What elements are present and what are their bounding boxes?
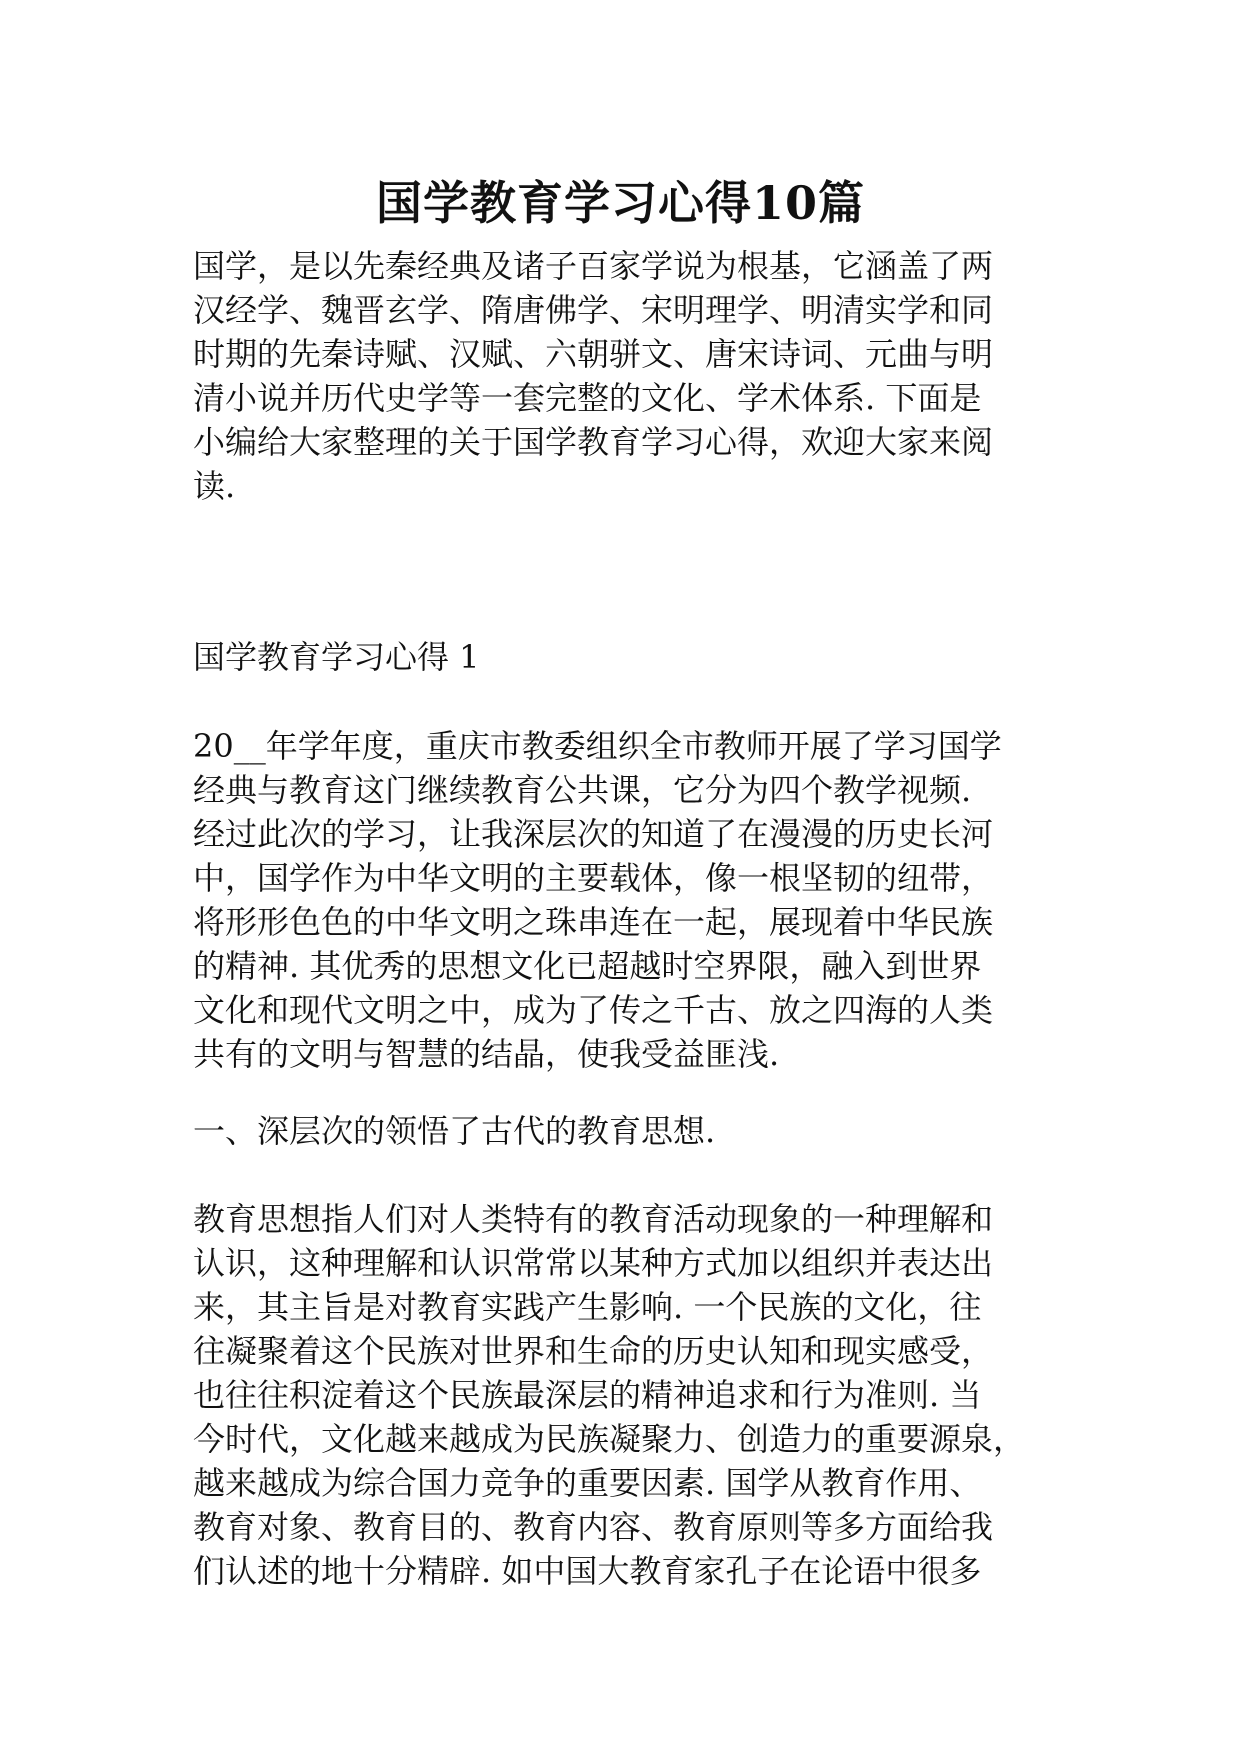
paragraph-line: 经典与教育这门继续教育公共课，它分为四个教学视频. [193,771,972,809]
intro-line: 读. [193,467,236,505]
paragraph-line: 中，国学作为中华文明的主要载体，像一根坚韧的纽带， [193,859,994,897]
paragraph-line: 今时代，文化越来越成为民族凝聚力、创造力的重要源泉， [193,1420,1026,1458]
paragraph-line: 经过此次的学习，让我深层次的知道了在漫漫的历史长河 [193,815,994,853]
section-heading [193,635,1053,679]
paragraph-line: 的精神. 其优秀的思想文化已超越时空界限，融入到世界 [193,947,982,985]
paragraph-line: 教育对象、教育目的、教育内容、教育原则等多方面给我 [193,1508,994,1546]
paragraph-line: 们认述的地十分精辟. 如中国大教育家孔子在论语中很多 [193,1552,982,1590]
paragraph-line: 20__年学年度，重庆市教委组织全市教师开展了学习国学 [193,727,1002,765]
paragraph-line: 文化和现代文明之中，成为了传之千古、放之四海的人类 [193,991,994,1029]
paragraph-1 [193,724,1053,1076]
intro-line: 时期的先秦诗赋、汉赋、六朝骈文、唐宋诗词、元曲与明 [193,335,994,373]
paragraph-line: 也往往积淀着这个民族最深层的精神追求和行为准则. 当 [193,1376,982,1414]
point-heading-text: 一、深层次的领悟了古代的教育思想. [193,1112,716,1150]
intro-line: 小编给大家整理的关于国学教育学习心得，欢迎大家来阅 [193,423,994,461]
section-heading-text: 国学教育学习心得 1 [193,638,480,676]
paragraph-2 [193,1197,1053,1593]
intro-line: 国学，是以先秦经典及诸子百家学说为根基，它涵盖了两 [193,247,994,285]
paragraph-line: 将形形色色的中华文明之珠串连在一起，展现着中华民族 [193,903,994,941]
paragraph-line: 共有的文明与智慧的结晶，使我受益匪浅. [193,1035,780,1073]
paragraph-line: 越来越成为综合国力竞争的重要因素. 国学从教育作用、 [193,1464,982,1502]
paragraph-line: 教育思想指人们对人类特有的教育活动现象的一种理解和 [193,1200,994,1238]
paragraph-line: 认识，这种理解和认识常常以某种方式加以组织并表达出 [193,1244,994,1282]
paragraph-line: 来，其主旨是对教育实践产生影响. 一个民族的文化，往 [193,1288,982,1326]
point-heading [193,1109,1053,1153]
document-title: 国学教育学习心得10篇 [375,176,865,230]
paragraph-line: 往凝聚着这个民族对世界和生命的历史认知和现实感受， [193,1332,994,1370]
intro-paragraph [193,244,1053,508]
intro-line: 汉经学、魏晋玄学、隋唐佛学、宋明理学、明清实学和同 [193,291,994,329]
intro-line: 清小说并历代史学等一套完整的文化、学术体系. 下面是 [193,379,982,417]
